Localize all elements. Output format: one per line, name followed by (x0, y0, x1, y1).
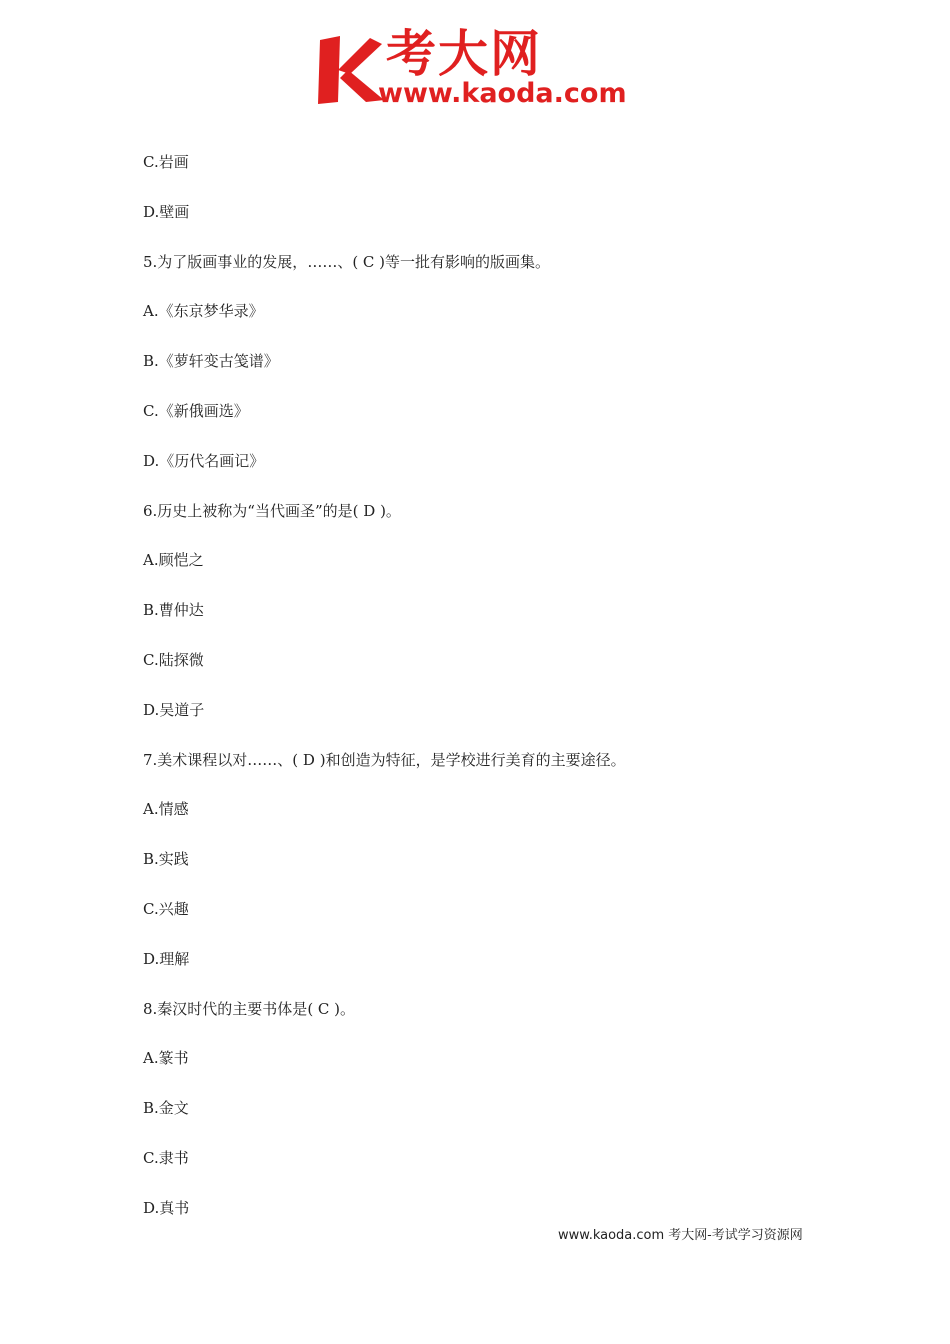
option-line: D.吴道子 (143, 700, 205, 719)
k-logo-icon (318, 34, 384, 104)
option-line: A.顾恺之 (143, 551, 204, 570)
question-line: 7.美术课程以对……、( D )和创造为特征，是学校进行美育的主要途径。 (143, 750, 626, 769)
option-line: C.兴趣 (143, 899, 189, 918)
option-line: C.岩画 (143, 153, 189, 171)
question-content (143, 150, 843, 1246)
option-line: B.曹仲达 (143, 601, 204, 620)
option-line: A.篆书 (143, 1049, 189, 1068)
footer-url[interactable]: www.kaoda.com (558, 1228, 665, 1243)
option-line: B.金文 (143, 1099, 189, 1118)
question-line: 8.秦汉时代的主要书体是( C )。 (143, 999, 356, 1018)
option-line: C.陆探微 (143, 650, 204, 669)
logo-title: 考大网 (386, 25, 542, 83)
option-line: D.《历代名画记》 (143, 451, 265, 470)
logo-url: www.kaoda.com (378, 78, 627, 109)
option-line: D.理解 (143, 949, 190, 968)
option-line: C.隶书 (143, 1148, 189, 1167)
option-line: A.情感 (143, 800, 189, 819)
page-footer (558, 1226, 803, 1246)
kaoda-logo (318, 26, 638, 112)
option-line: B.《萝轩变古笺谱》 (143, 352, 279, 371)
question-line: 5.为了版画事业的发展，……、( C )等一批有影响的版画集。 (143, 252, 551, 271)
option-line: D.壁画 (143, 202, 190, 221)
option-line: C.《新俄画选》 (143, 401, 249, 420)
option-line: D.真书 (143, 1198, 190, 1217)
option-line: A.《东京梦华录》 (143, 302, 264, 321)
footer-text: 考大网-考试学习资源网 (664, 1228, 803, 1243)
option-line: B.实践 (143, 850, 189, 869)
question-line: 6.历史上被称为“当代画圣”的是( D )。 (143, 501, 401, 520)
